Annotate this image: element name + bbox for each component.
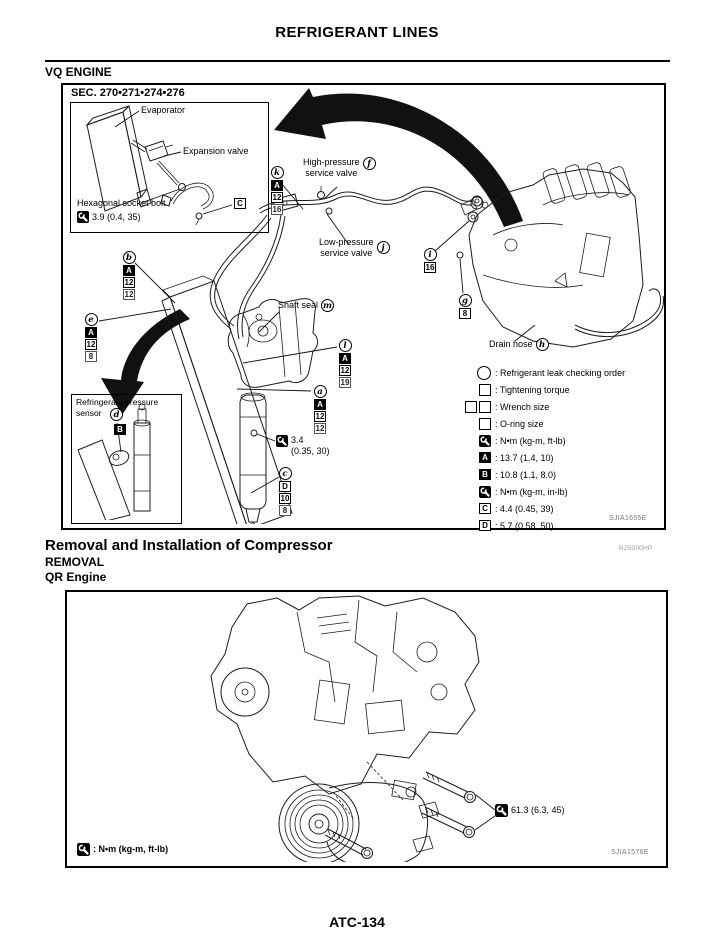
- torque-value-line2: (0.35, 30): [291, 445, 330, 456]
- low-pressure-valve-callout: [319, 237, 390, 259]
- leak-order-letter: d: [110, 408, 123, 421]
- legend-row: : Tightening torque: [455, 381, 625, 398]
- wrench-size-box: 12: [86, 340, 96, 349]
- leak-order-letter: e: [85, 313, 98, 326]
- figure-code: SJIA1576E: [611, 849, 649, 856]
- oring-size-box: 8: [85, 351, 97, 362]
- expansion-valve-label: Expansion valve: [183, 146, 249, 156]
- wrench-icon: [77, 211, 89, 223]
- torque-ref-box-b: B: [114, 424, 126, 435]
- qr-diagram-art: [67, 592, 666, 862]
- subheading-removal: REMOVAL: [45, 555, 105, 569]
- lp-valve-line2: service valve: [320, 247, 373, 258]
- legend-row: : N•m (kg-m, ft-lb): [455, 432, 625, 449]
- wrench-icon: [276, 435, 288, 447]
- hex-bolt-torque: [77, 211, 141, 223]
- torque-ref-box: C: [479, 503, 491, 514]
- callout-chain-a: [312, 385, 328, 434]
- oring-size-box: 16: [272, 205, 282, 214]
- leak-check-circle-icon: [477, 366, 491, 380]
- revision-code: BJS000HP: [619, 545, 653, 552]
- leak-order-letter: m: [323, 300, 333, 311]
- torque-ref-box: B: [479, 469, 491, 480]
- callout-chain-b: [121, 251, 137, 300]
- wrench-size-square-icon: [465, 401, 477, 413]
- wrench-icon: [495, 804, 508, 817]
- wrench-icon: [479, 486, 491, 498]
- hp-valve-line1: High-pressure: [303, 157, 360, 167]
- vq-legend: [455, 364, 625, 534]
- wrench-size-box: 10: [280, 494, 290, 503]
- mounting-bolts-drawing: [325, 772, 476, 859]
- shaft-seal-label: Shaft seal: [278, 300, 319, 311]
- drain-hose-callout: [489, 338, 549, 351]
- wrench-size-box: 12: [272, 193, 282, 202]
- legend-row: : O-ring size: [455, 415, 625, 432]
- callout-chain-g: [457, 294, 473, 319]
- wrench-size-square-icon: [479, 401, 491, 413]
- legend-row: A : 13.7 (1.4, 10): [455, 449, 625, 466]
- oring-size-box: 8: [279, 505, 291, 516]
- leak-order-letter: k: [271, 166, 284, 179]
- torque-value-line1: 3.4: [291, 435, 304, 445]
- leak-order-letter: c: [279, 467, 292, 480]
- torque-ref-box: D: [279, 481, 291, 492]
- callout-chain-k: [269, 166, 285, 215]
- receiver-torque-callout: [276, 435, 330, 457]
- title-rule: [45, 60, 670, 62]
- pressure-sensor-label-line2: sensor: [76, 408, 102, 418]
- leak-order-letter: i: [424, 248, 437, 261]
- wrench-size-box: 16: [425, 263, 435, 272]
- leak-order-letter: g: [459, 294, 472, 307]
- compressor-drawing: [279, 780, 439, 862]
- page-number: ATC-134: [329, 914, 385, 930]
- lp-valve-line1: Low-pressure: [319, 237, 374, 247]
- torque-ref-box: A: [479, 452, 491, 463]
- legend-row: D : 5.7 (0.58, 50): [455, 517, 625, 534]
- wrench-size-box: 12: [340, 366, 350, 375]
- hex-socket-bolt-label: Hexagonal socket bolt: [77, 198, 166, 208]
- section-heading-removal-installation: Removal and Installation of Compressor: [45, 537, 333, 554]
- sec-label: SEC. 270•271•274•276: [71, 87, 185, 99]
- legend-row: C : 4.4 (0.45, 39): [455, 500, 625, 517]
- evaporator-label: Evaporator: [141, 105, 186, 115]
- oring-size-square-icon: [479, 418, 491, 430]
- legend-row: : Wrench size: [455, 398, 625, 415]
- leak-order-letter: l: [339, 339, 352, 352]
- leak-order-letter: j: [377, 241, 390, 254]
- wrench-size-box: 8: [459, 308, 471, 319]
- wrench-size-box: 12: [315, 412, 325, 421]
- wrench-icon: [479, 435, 491, 447]
- pressure-sensor-label-line1: Refringerant pressure: [76, 397, 159, 407]
- hex-bolt-torque-value: 3.9 (0.4, 35): [92, 211, 141, 222]
- torque-ref-box: A: [123, 265, 135, 276]
- callout-chain-c: [277, 467, 293, 516]
- legend-row: : N•m (kg-m, in-lb): [455, 483, 625, 500]
- shaft-seal-callout: [278, 299, 334, 312]
- qr-compressor-figure: [65, 590, 668, 868]
- torque-ref-box: A: [314, 399, 326, 410]
- drain-hose-label: Drain hose: [489, 339, 533, 350]
- torque-ref-box: A: [339, 353, 351, 364]
- qr-legend-text: : N•m (kg-m, ft-lb): [93, 844, 169, 855]
- qr-legend: [77, 843, 168, 856]
- tightening-torque-square-icon: [479, 384, 491, 396]
- page-title: REFRIGERANT LINES: [275, 24, 439, 41]
- callout-chain-i: [422, 248, 438, 273]
- leak-order-letter: f: [363, 157, 376, 170]
- wrench-icon: [77, 843, 90, 856]
- oring-size-box: 12: [315, 424, 325, 433]
- leak-order-letter: b: [123, 251, 136, 264]
- bolt-torque-leader-lines: [475, 795, 495, 830]
- leak-order-letter: h: [536, 338, 549, 351]
- callout-chain-l: [337, 339, 353, 388]
- vq-refrigerant-lines-figure: [61, 83, 666, 530]
- high-pressure-valve-callout: [303, 157, 376, 179]
- torque-ref-box: A: [85, 327, 97, 338]
- legend-row: : Refrigerant leak checking order: [455, 364, 625, 381]
- hp-valve-line2: service valve: [305, 167, 358, 178]
- torque-ref-box-c: C: [234, 198, 246, 209]
- torque-ref-box: D: [479, 520, 491, 531]
- oring-size-box: 12: [124, 290, 134, 299]
- legend-row: B : 10.8 (1.1, 8.0): [455, 466, 625, 483]
- section-heading-vq-engine: VQ ENGINE: [45, 65, 112, 79]
- callout-chain-e: [83, 313, 99, 362]
- subheading-qr-engine: QR Engine: [45, 570, 107, 584]
- torque-ref-box: A: [271, 180, 283, 191]
- figure-code: SJIA1655E: [609, 515, 647, 522]
- pressure-sensor-inset-frame: [71, 394, 182, 524]
- oring-size-box: 19: [340, 378, 350, 387]
- bolt-torque-value: 61.3 (6.3, 45): [511, 805, 565, 816]
- leak-order-letter: a: [314, 385, 327, 398]
- bolt-torque-callout: [495, 804, 565, 817]
- receiver-drier-drawing: [240, 393, 266, 524]
- wrench-size-box: 12: [124, 278, 134, 287]
